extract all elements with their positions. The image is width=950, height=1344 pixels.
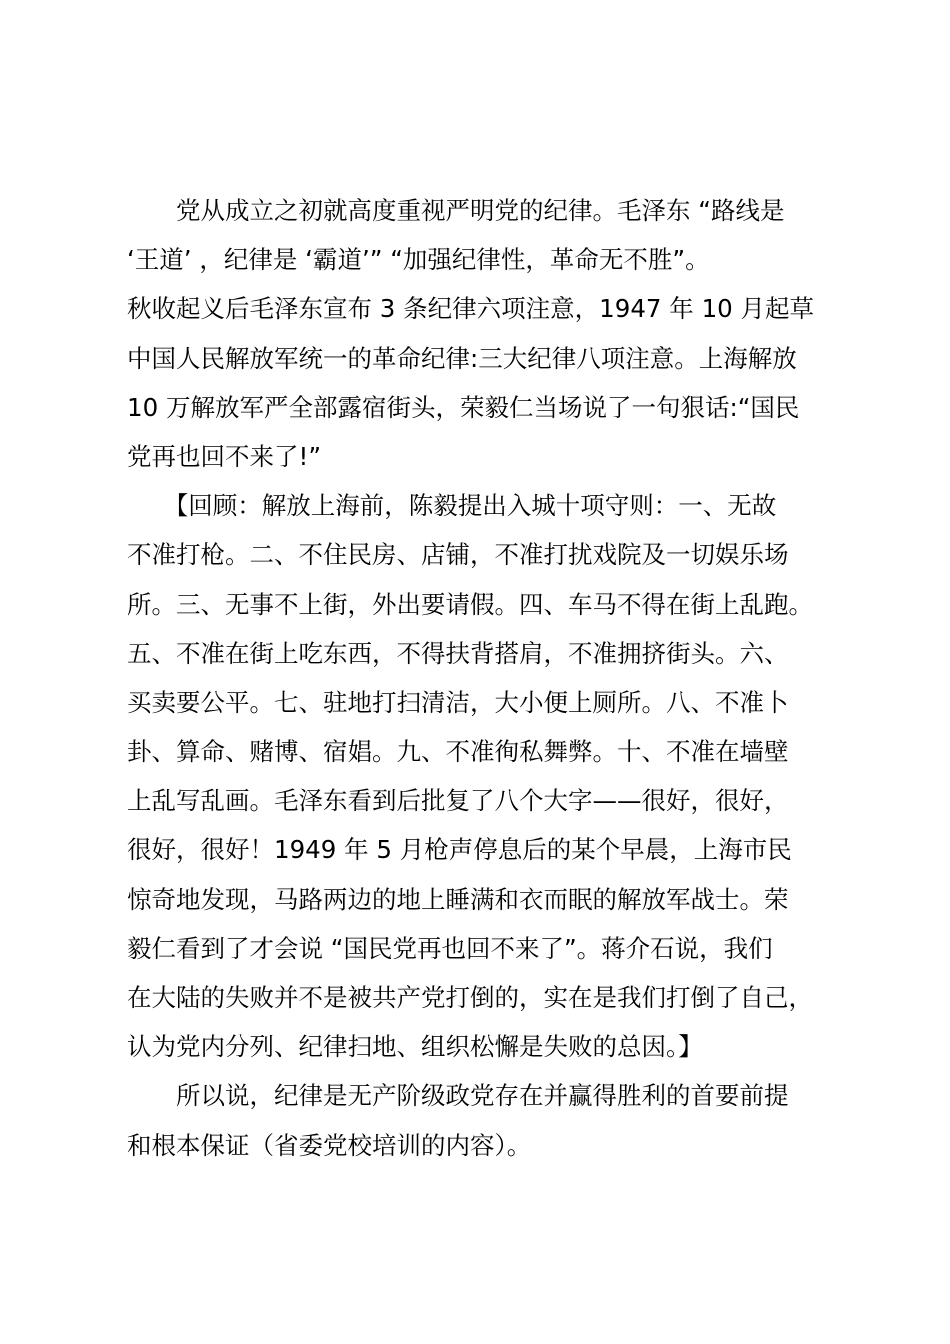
text-line: 惊奇地发现，马路两边的地上睡满和衣而眠的解放军战士。荣: [127, 884, 789, 914]
text-line: ‘王道’ ，纪律是 ‘霸道’” “加强纪律性，革命无不胜”。: [127, 245, 710, 275]
paragraph-review-shanghai: [127, 481, 837, 1071]
paragraph-discipline-history: [127, 186, 837, 481]
text-line: 党从成立之初就高度重视严明党的纪律。毛泽东 “路线是: [127, 196, 785, 225]
text-line: 【回顾：解放上海前，陈毅提出入城十项守则：一、无故: [127, 491, 777, 521]
text-line: 卦、算命、赌博、宿娼。九、不准徇私舞弊。十、不准在墙壁: [127, 737, 789, 767]
text-line: 五、不准在街上吃东西，不得扶背搭肩，不准拥挤街头。六、: [127, 638, 789, 668]
text-line: 不准打枪。二、不住民房、店铺，不准打扰戏院及一切娱乐场: [127, 540, 789, 570]
text-line: 毅仁看到了才会说 “国民党再也回不来了”。蒋介石说，我们: [127, 933, 773, 963]
paragraph-conclusion: [127, 1071, 837, 1169]
document-body: [127, 186, 837, 1170]
text-line: 上乱写乱画。毛泽东看到后批复了八个大字——很好，很好，: [127, 786, 789, 816]
text-line: 秋收起义后毛泽东宣布 3 条纪律六项注意，1947 年 10 月起草: [127, 294, 815, 324]
text-line: 很好，很好！1949 年 5 月枪声停息后的某个早晨，上海市民: [127, 835, 792, 865]
text-line: 和根本保证（省委党校培训的内容）。: [127, 1130, 532, 1160]
text-line: 认为党内分列、纪律扫地、组织松懈是失败的总因。】: [127, 1032, 703, 1062]
text-line: 在大陆的失败并不是被共产党打倒的，实在是我们打倒了自己，: [127, 983, 813, 1012]
text-line: 所以说，纪律是无产阶级政党存在并赢得胜利的首要前提: [127, 1081, 789, 1111]
text-line: 中国人民解放军统一的革命纪律:三大纪律八项注意。上海解放: [127, 343, 797, 373]
text-line: 党再也回不来了!”: [127, 441, 322, 471]
text-line: 所。三、无事不上街，外出要请假。四、车马不得在街上乱跑。: [127, 589, 813, 619]
text-line: 买卖要公平。七、驻地打扫清洁，大小便上厕所。八、不准卜: [127, 687, 789, 717]
text-line: 10 万解放军严全部露宿街头，荣毅仁当场说了一句狠话:“国民: [127, 392, 800, 422]
